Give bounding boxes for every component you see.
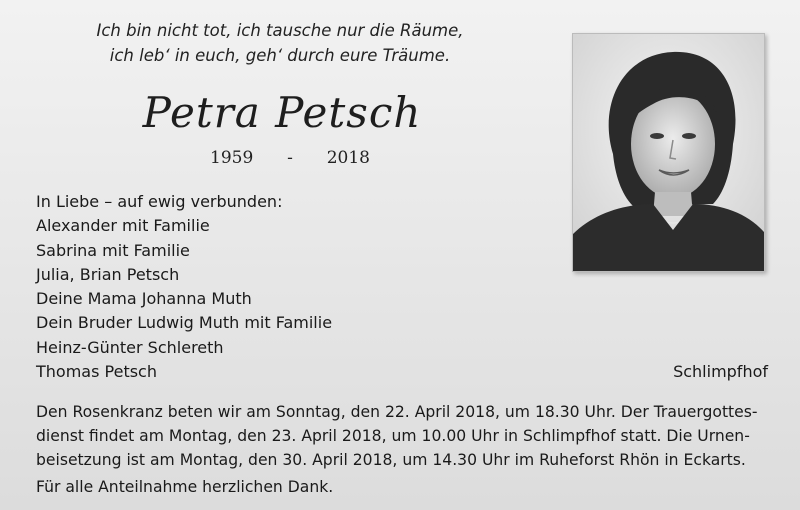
memorial-verse [60, 18, 500, 68]
portrait-image [573, 34, 764, 271]
funeral-line: beisetzung ist am Montag, den 30. April 2018, um 14.30 Uhr im Ruheforst Rhön in Eckarts. [36, 451, 746, 469]
mourner-line: Heinz-Günter Schlereth [36, 337, 224, 357]
mourner-line: Julia, Brian Petsch [36, 264, 180, 284]
thanks-note: Für alle Anteilnahme herzlichen Dank. [36, 478, 334, 496]
portrait-photo [572, 33, 765, 272]
life-dates [210, 148, 370, 168]
birth-year: 1959 [210, 148, 254, 168]
funeral-details [36, 400, 776, 472]
date-separator: - [287, 148, 293, 168]
deceased-name: Petra Petsch [142, 88, 422, 137]
mourner-line: Sabrina mit Familie [36, 240, 190, 260]
mourner-line: Alexander mit Familie [36, 216, 210, 236]
funeral-line: Den Rosenkranz beten wir am Sonntag, den 22. April 2018, um 18.30 Uhr. Der Trauergottes- [36, 403, 758, 421]
verse-line: ich leb‘ in euch, geh‘ durch eure Träume. [109, 46, 451, 65]
verse-line: Ich bin nicht tot, ich tausche nur die Räume, [96, 21, 464, 40]
mourner-line: Thomas Petsch [36, 362, 157, 382]
place-name: Schlimpfhof [673, 362, 768, 381]
mourners-list [36, 190, 476, 384]
mourner-line: Dein Bruder Ludwig Muth mit Familie [36, 313, 333, 333]
mourner-line: Deine Mama Johanna Muth [36, 289, 252, 309]
death-year: 2018 [326, 148, 370, 168]
mourner-line: In Liebe – auf ewig verbunden: [36, 192, 283, 211]
funeral-line: dienst findet am Montag, den 23. April 2018, um 10.00 Uhr in Schlimpfhof statt. Die Urnen- [36, 427, 750, 445]
